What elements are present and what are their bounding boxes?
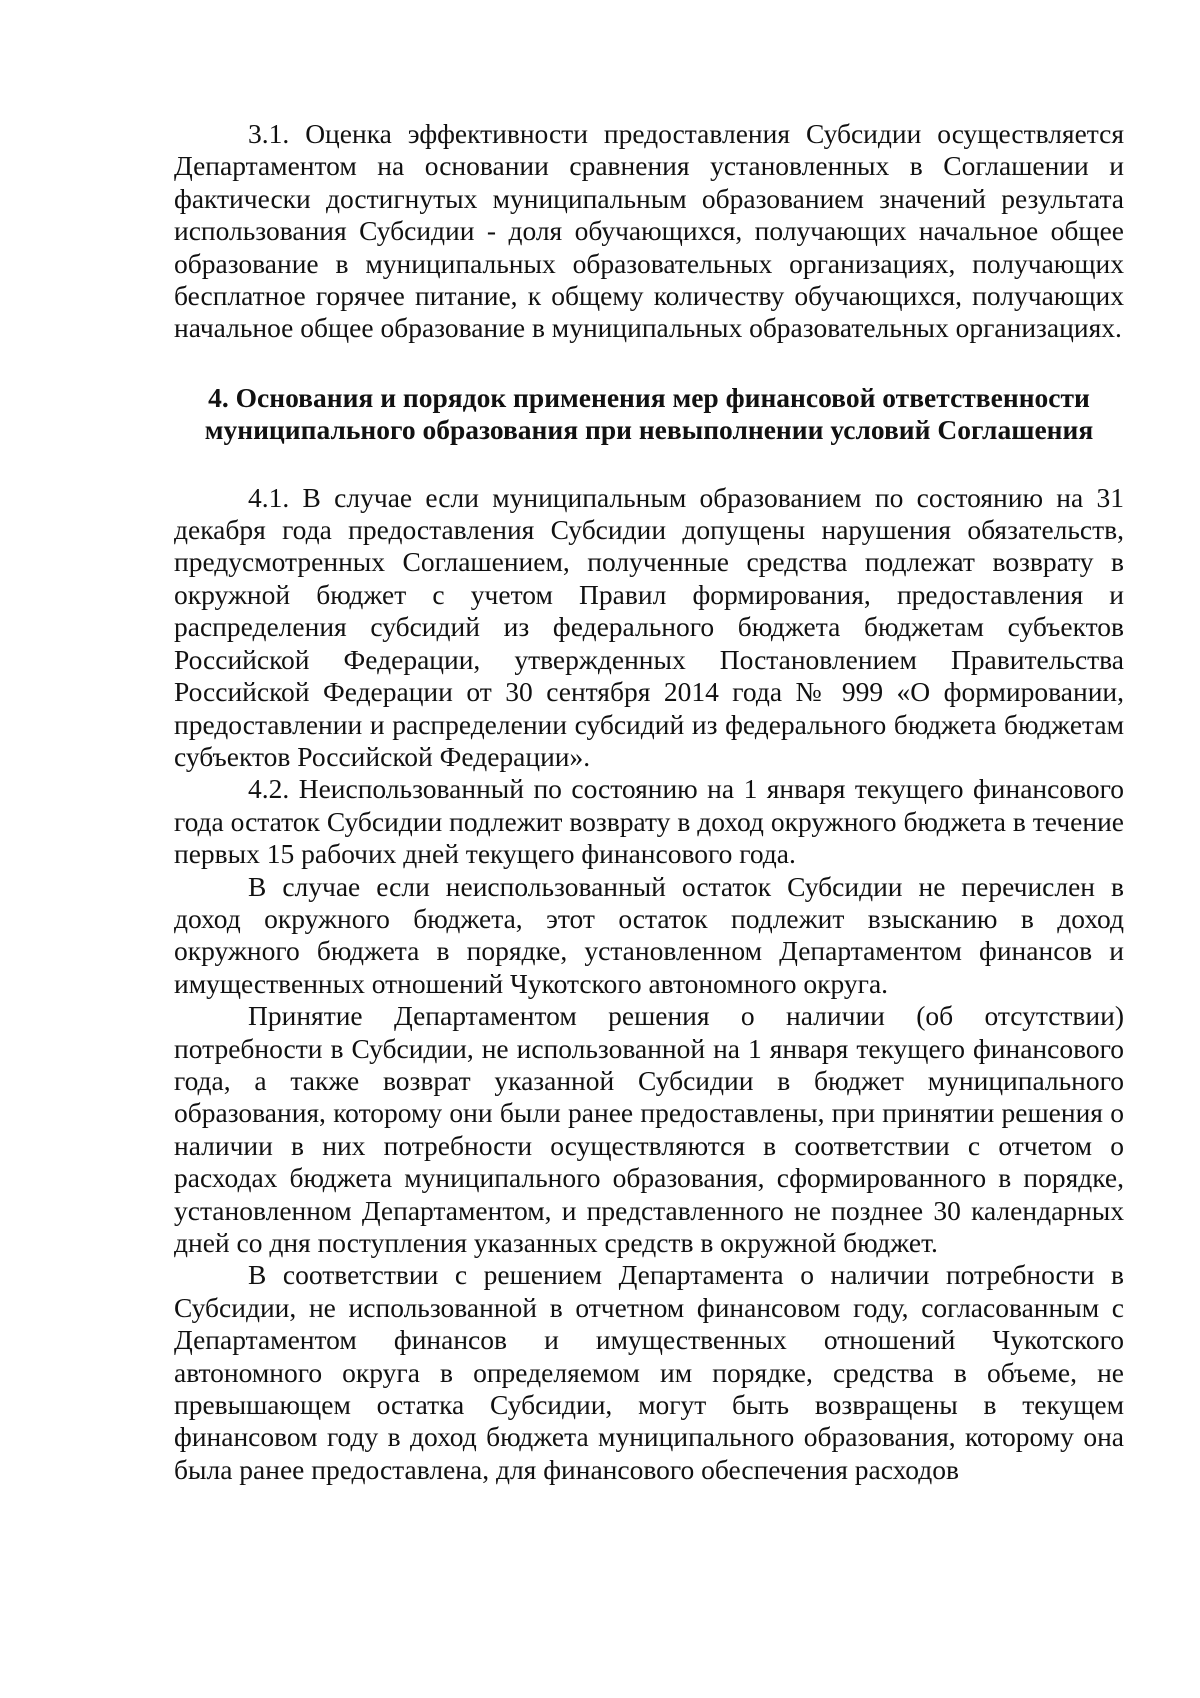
document-body [174, 118, 1124, 1486]
paragraph-unspent-balance: В случае если неиспользованный остаток Субсидии не перечислен в доход окружного бюджета, этот остаток подлежит взысканию в доход окружного бюджета в порядке, установленном Департаментом финансов и имущественных отношений Чукотского автономного округа. [174, 870, 1124, 999]
paragraph-return-of-funds: В соответствии с решением Департамента о наличии потребности в Субсидии, не использованной в отчетном финансовом году, согласованным с Департаментом финансов и имущественных отношений Чукотского автономного округа в определяемом им порядке, средства в объеме, не превышающем остатка Субсидии, могут быть возвращены в текущем финансовом году в доход бюджета муниципального образования, которому она была ранее предоставлена, для финансового обеспечения расходов [174, 1259, 1124, 1485]
section-4-heading-line-1: 4. Основания и порядок применения мер финансовой ответственности [208, 381, 1090, 413]
section-4-heading [174, 382, 1124, 447]
paragraph-4-2: 4.2. Неиспользованный по состоянию на 1 января текущего финансового года остаток Субсидии подлежит возврату в доход окружного бюджета в течение первых 15 рабочих дней текущего финансового года. [174, 773, 1124, 870]
paragraph-3-1: 3.1. Оценка эффективности предоставления Субсидии осуществляется Департаментом на основании сравнения установленных в Соглашении и фактически достигнутых муниципальным образованием значений результата использования Субсидии - доля обучающихся, получающих начальное общее образование в муниципальных образовательных организациях, получающих бесплатное горячее питание, к общему количеству обучающихся, получающих начальное общее образование в муниципальных образовательных организациях. [174, 118, 1124, 344]
paragraph-department-decision: Принятие Департаментом решения о наличии (об отсутствии) потребности в Субсидии, не использованной на 1 января текущего финансового года, а также возврат указанной Субсидии в бюджет муниципального образования, которому они были ранее предоставлены, при принятии решения о наличии в них потребности осуществляются в соответствии с отчетом о расходах бюджета муниципального образования, сформированного в порядке, установленном Департаментом, и представленного не позднее 30 календарных дней со дня поступления указанных средств в окружной бюджет. [174, 1000, 1124, 1258]
paragraph-4-1: 4.1. В случае если муниципальным образованием по состоянию на 31 декабря года предоставления Субсидии допущены нарушения обязательств, предусмотренных Соглашением, полученные средства подлежат возврату в окружной бюджет с учетом Правил формирования, предоставления и распределения субсидий из федерального бюджета бюджетам субъектов Российской Федерации, утвержденных Постановлением Правительства Российской Федерации от 30 сентября 2014 года № 999 «О формировании, предоставлении и распределении субсидий из федерального бюджета бюджетам субъектов Российской Федерации». [174, 481, 1124, 772]
section-4-heading-line-2: муниципального образования при невыполнении условий Соглашения [204, 414, 1094, 446]
